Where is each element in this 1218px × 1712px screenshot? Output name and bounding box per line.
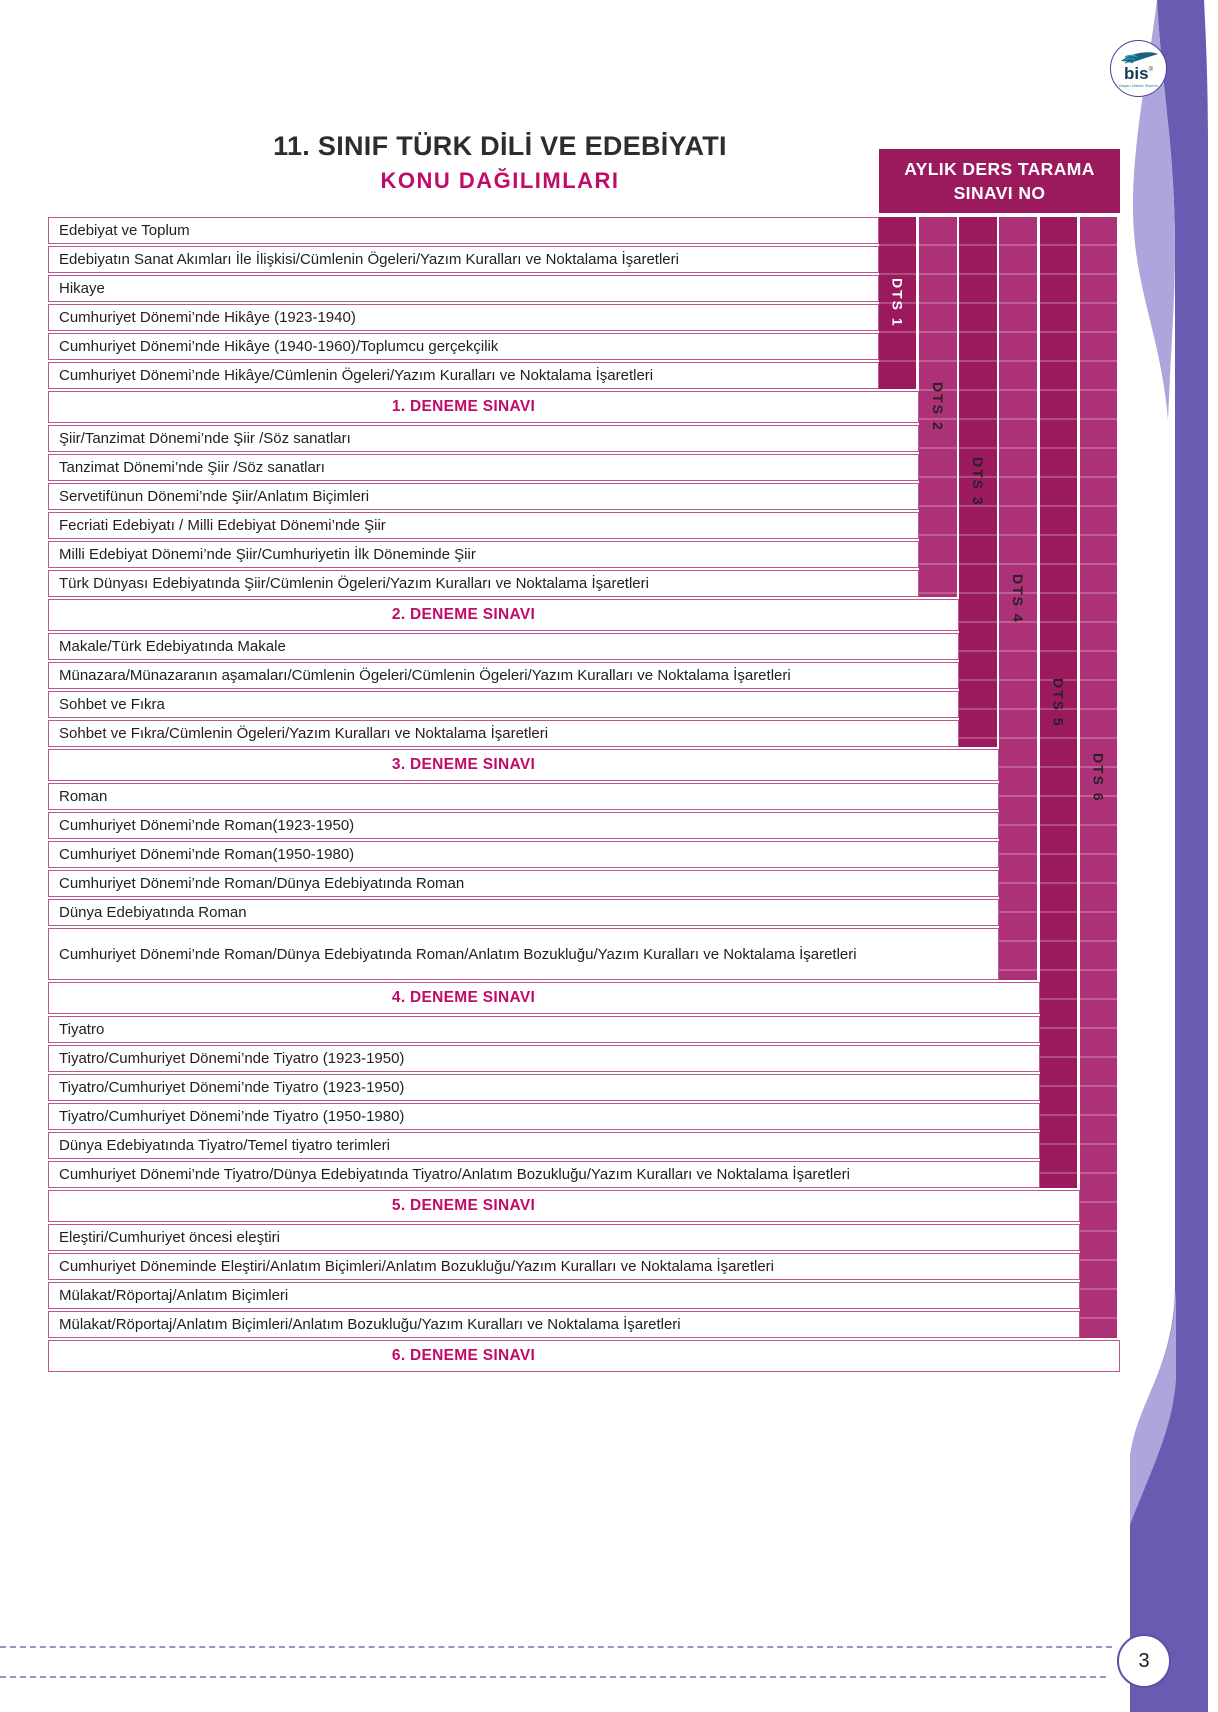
topic-row <box>48 1161 1040 1188</box>
bottom-dashed-line-2 <box>0 1676 1106 1678</box>
topic-text: Tanzimat Dönemi’nde Şiir /Söz sanatları <box>59 459 325 476</box>
exam-row <box>48 749 999 781</box>
topic-text: Cumhuriyet Dönemi’nde Hikâye (1923-1940) <box>59 309 356 326</box>
title-block <box>48 131 952 194</box>
exam-row <box>48 1190 1080 1222</box>
topic-row <box>48 541 919 568</box>
bis-swirl-icon <box>1119 49 1159 65</box>
topic-text: Mülakat/Röportaj/Anlatım Biçimleri/Anlatım Bozukluğu/Yazım Kuralları ve Noktalama İşaretleri <box>59 1316 681 1333</box>
topic-text: Münazara/Münazaranın aşamaları/Cümlenin Ögeleri/Cümlenin Ögeleri/Yazım Kuralları ve Noktalama İşaretleri <box>59 667 791 684</box>
topic-row <box>48 1253 1080 1280</box>
topic-text: Sohbet ve Fıkra <box>59 696 165 713</box>
page-title: 11. SINIF TÜRK DİLİ VE EDEBİYATI <box>273 131 727 161</box>
topic-row <box>48 1103 1040 1130</box>
topic-row <box>48 1132 1040 1159</box>
topic-text: Türk Dünyası Edebiyatında Şiir/Cümlenin Ögeleri/Yazım Kuralları ve Noktalama İşaretleri <box>59 575 649 592</box>
exam-number-header <box>879 149 1120 213</box>
exam-row-label: 3. DENEME SINAVI <box>391 756 536 773</box>
topic-text: Sohbet ve Fıkra/Cümlenin Ögeleri/Yazım Kuralları ve Noktalama İşaretleri <box>59 725 549 742</box>
logo-registered-mark: ® <box>1148 67 1153 73</box>
topic-text: Cumhuriyet Dönemi’nde Roman/Dünya Edebiyatında Roman/Anlatım Bozukluğu/Yazım Kuralları ve Noktalama İşaretleri <box>59 945 857 963</box>
topic-row <box>48 512 919 539</box>
topic-text: Edebiyat ve Toplum <box>59 222 190 239</box>
topic-row <box>48 275 879 302</box>
page-number: 3 <box>1138 1649 1150 1672</box>
topic-text: Cumhuriyet Dönemi’nde Hikâye (1940-1960)/Toplumcu gerçekçilik <box>59 338 499 355</box>
topic-text: Şiir/Tanzimat Dönemi’nde Şiir /Söz sanatları <box>59 430 351 447</box>
dts-column-bar <box>959 217 996 747</box>
topic-text: Servetifünun Dönemi’nde Şiir/Anlatım Biçimleri <box>59 488 370 505</box>
exam-number-header-line1: AYLIK DERS TARAMA <box>904 159 1095 179</box>
topic-row <box>48 870 999 897</box>
topic-text: Dünya Edebiyatında Roman <box>59 904 247 921</box>
topic-row <box>48 1045 1040 1072</box>
topic-row <box>48 333 879 360</box>
page-subtitle: KONU DAĞILIMLARI <box>380 168 620 193</box>
dts-column-bar <box>1040 217 1077 1188</box>
topic-text: Eleştiri/Cumhuriyet öncesi eleştiri <box>59 1229 280 1246</box>
dts-column-label: DTS 2 <box>929 382 946 432</box>
dts-column-bar <box>879 217 916 389</box>
dts-column-label: DTS 5 <box>1050 677 1067 728</box>
topic-row <box>48 425 919 452</box>
topic-text: Hikaye <box>59 280 105 297</box>
topic-text: Fecriati Edebiyatı / Milli Edebiyat Dönemi’nde Şiir <box>59 517 386 534</box>
dts-column-bar <box>1080 217 1117 1338</box>
dts-column-bar <box>999 217 1036 980</box>
exam-row-label: 1. DENEME SINAVI <box>391 398 536 415</box>
dts-column-label: DTS 4 <box>1010 573 1027 624</box>
exam-row <box>48 599 959 631</box>
bis-logo <box>1110 40 1167 97</box>
topic-text: Roman <box>59 788 108 805</box>
topic-text: Cumhuriyet Dönemi’nde Tiyatro/Dünya Edebiyatında Tiyatro/Anlatım Bozukluğu/Yazım Kuralları ve Noktalama İşaretleri <box>59 1166 850 1183</box>
exam-row <box>48 391 919 423</box>
topic-text: Cumhuriyet Dönemi’nde Roman/Dünya Edebiyatında Roman <box>59 875 465 892</box>
topic-row <box>48 1282 1080 1309</box>
page-number-circle <box>1117 1634 1171 1688</box>
topic-row <box>48 1311 1080 1338</box>
exam-row-label: 5. DENEME SINAVI <box>391 1197 536 1214</box>
topic-row <box>48 1224 1080 1251</box>
topic-text: Dünya Edebiyatında Tiyatro/Temel tiyatro terimleri <box>59 1137 390 1154</box>
topic-row <box>48 483 919 510</box>
topic-row <box>48 691 959 718</box>
topic-row <box>48 304 879 331</box>
topic-text: Cumhuriyet Döneminde Eleştiri/Anlatım Biçimleri/Anlatım Bozukluğu/Yazım Kuralları ve Noktalama İşaretleri <box>59 1258 774 1275</box>
topic-text: Tiyatro/Cumhuriyet Dönemi’nde Tiyatro (1950-1980) <box>59 1108 405 1125</box>
topic-row <box>48 633 959 660</box>
topic-text: Milli Edebiyat Dönemi’nde Şiir/Cumhuriyetin İlk Döneminde Şiir <box>59 546 476 563</box>
topic-text: Cumhuriyet Dönemi’nde Hikâye/Cümlenin Ögeleri/Yazım Kuralları ve Noktalama İşaretleri <box>59 367 654 384</box>
topic-row <box>48 246 879 273</box>
topic-row <box>48 570 919 597</box>
dts-column-label: DTS 1 <box>889 278 906 328</box>
topics-table <box>48 217 1120 1372</box>
topic-row <box>48 812 999 839</box>
topic-text: Cumhuriyet Dönemi’nde Roman(1923-1950) <box>59 817 355 834</box>
dts-column-label: DTS 3 <box>970 457 987 507</box>
topic-row <box>48 1074 1040 1101</box>
topic-row <box>48 720 959 747</box>
topic-row <box>48 1016 1040 1043</box>
topic-row <box>48 899 999 926</box>
topic-text: Cumhuriyet Dönemi’nde Roman(1950-1980) <box>59 846 355 863</box>
topic-row <box>48 454 919 481</box>
topic-row <box>48 662 959 689</box>
topic-row <box>48 928 999 980</box>
exam-row-label: 4. DENEME SINAVI <box>391 989 536 1006</box>
exam-row-label: 2. DENEME SINAVI <box>391 606 536 623</box>
topic-row <box>48 217 879 244</box>
topic-row <box>48 783 999 810</box>
exam-number-header-line2: SINAVI NO <box>953 183 1046 203</box>
exam-row <box>48 982 1040 1014</box>
topic-text: Edebiyatın Sanat Akımları İle İlişkisi/Cümlenin Ögeleri/Yazım Kuralları ve Noktalama İşaretleri <box>59 251 679 268</box>
exam-row-label: 6. DENEME SINAVI <box>391 1347 536 1364</box>
topic-row <box>48 362 879 389</box>
bottom-dashed-line-1 <box>0 1646 1112 1648</box>
topic-text: Tiyatro/Cumhuriyet Dönemi’nde Tiyatro (1923-1950) <box>59 1079 405 1096</box>
topic-text: Tiyatro/Cumhuriyet Dönemi’nde Tiyatro (1923-1950) <box>59 1050 405 1067</box>
topic-row <box>48 841 999 868</box>
topic-text: Tiyatro <box>59 1021 105 1038</box>
dts-column-bar <box>919 217 956 597</box>
exam-row <box>48 1340 1120 1372</box>
dts-column-label: DTS 6 <box>1090 752 1107 803</box>
logo-tagline: Başarı İzleme Sistemi <box>1119 83 1158 88</box>
logo-text: bis <box>1124 64 1149 83</box>
topic-text: Mülakat/Röportaj/Anlatım Biçimleri <box>59 1287 289 1304</box>
topic-text: Makale/Türk Edebiyatında Makale <box>59 638 286 655</box>
